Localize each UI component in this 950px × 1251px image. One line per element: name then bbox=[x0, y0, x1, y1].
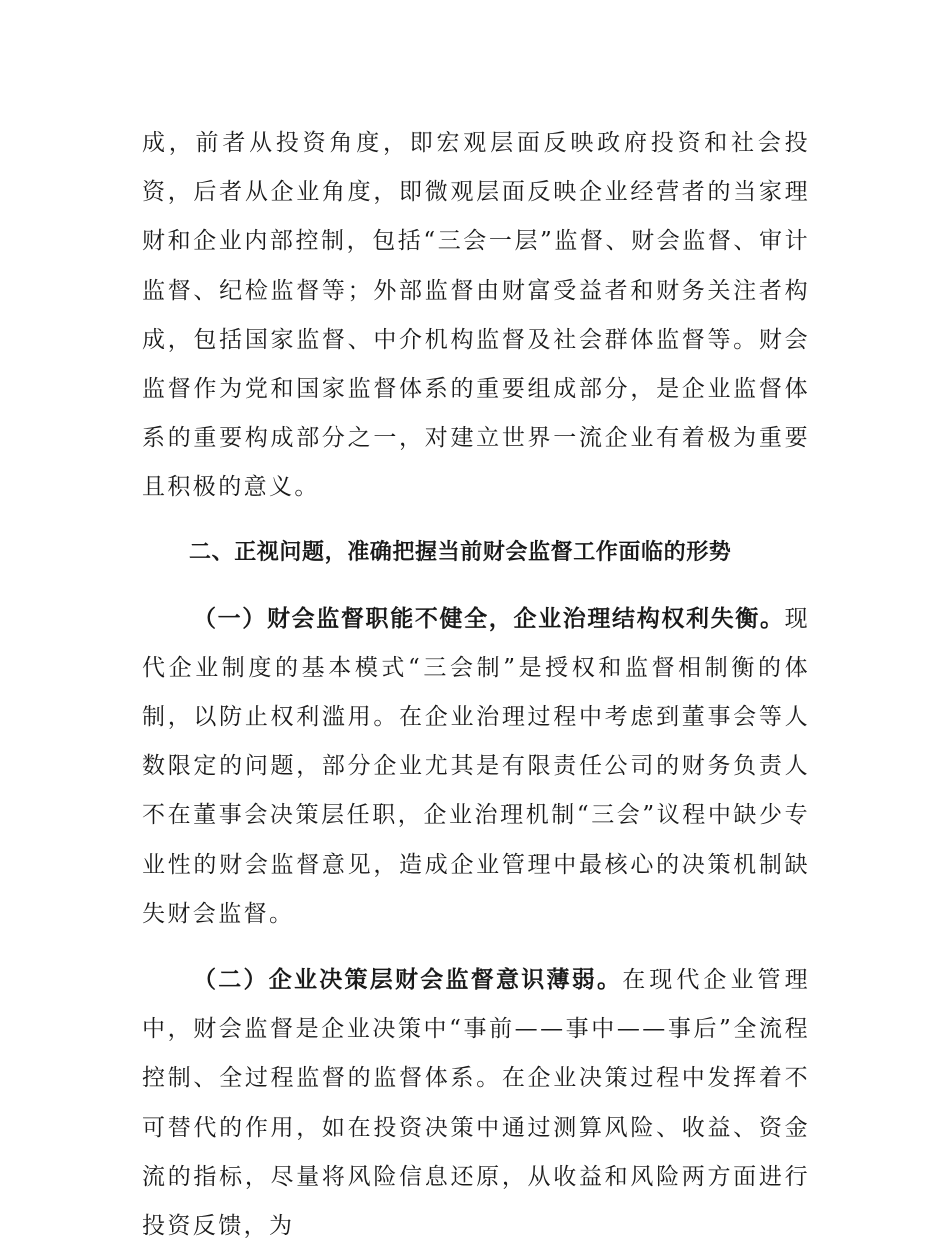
subsection-title-2: （二）企业决策层财会监督意识薄弱。 bbox=[193, 967, 623, 994]
subsection-paragraph-1 bbox=[142, 595, 810, 939]
section-heading: 二、正视问题，准确把握当前财会监督工作面临的形势 bbox=[189, 539, 732, 565]
subsection-body-1: 现代企业制度的基本模式“三会制”是授权和监督相制衡的体制，以防止权利滥用。在企业治理过程中考虑到董事会等人数限定的问题，部分企业尤其是有限责任公司的财务负责人不在董事会决策层任职，企业治理机制“三会”议程中缺少专业性的财会监督意见，造成企业管理中最核心的决策机制缺失财会监督。 bbox=[142, 605, 810, 927]
subsection-title-1: （一）财会监督职能不健全，企业治理结构权利失衡。 bbox=[193, 605, 785, 632]
paragraph-continued: 成，前者从投资角度，即宏观层面反映政府投资和社会投资，后者从企业角度，即微观层面反映企业经营者的当家理财和企业内部控制，包括“三会一层”监督、财会监督、审计监督、纪检监督等；外部监督由财富受益者和财务关注者构成，包括国家监督、中介机构监督及社会群体监督等。财会监督作为党和国家监督体系的重要组成部分，是企业监督体系的重要构成部分之一，对建立世界一流企业有着极为重要且积极的意义。 bbox=[142, 130, 810, 501]
subsection-paragraph-2 bbox=[142, 956, 810, 1251]
document-body bbox=[142, 119, 810, 1251]
subsection-body-2: 在现代企业管理中，财会监督是企业决策中“事前——事中——事后”全流程控制、全过程监督的监督体系。在企业决策过程中发挥着不可替代的作用，如在投资决策中通过测算风险、收益、资金流的指标，尽量将风险信息还原，从收益和风险两方面进行投资反馈，为 bbox=[142, 967, 810, 1240]
